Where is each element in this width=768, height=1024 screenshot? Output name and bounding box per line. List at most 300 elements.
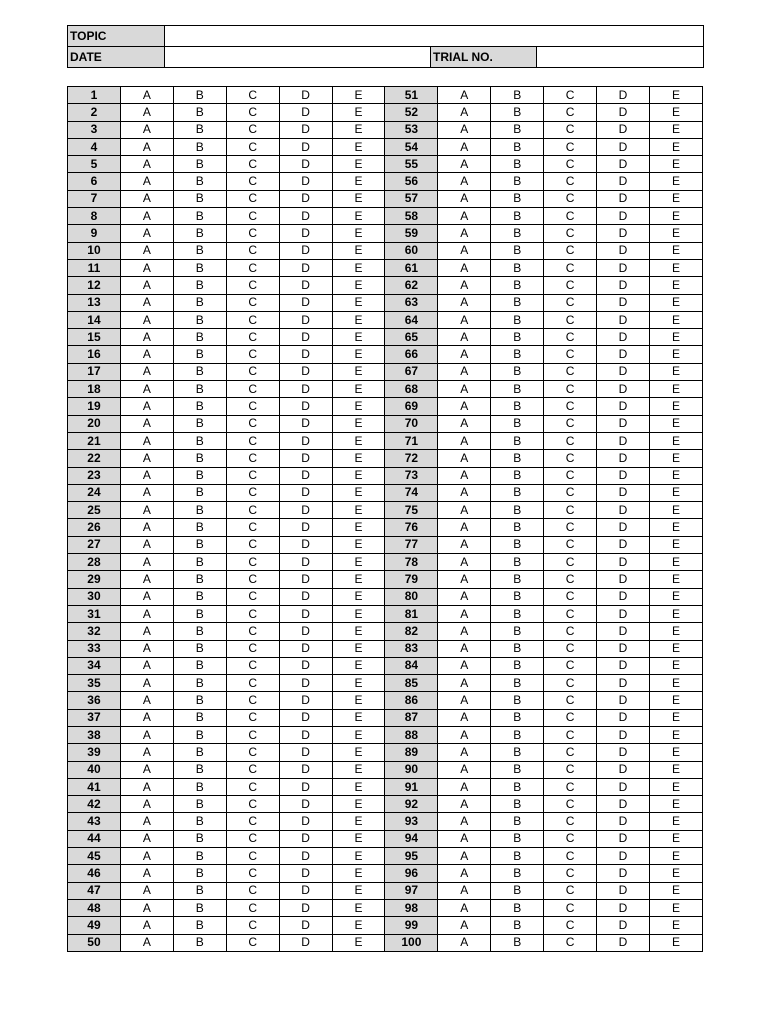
answer-option-e[interactable]: E bbox=[332, 675, 385, 692]
answer-option-e[interactable]: E bbox=[649, 242, 702, 259]
answer-option-e[interactable]: E bbox=[649, 761, 702, 778]
answer-option-c[interactable]: C bbox=[544, 104, 597, 121]
answer-option-d[interactable]: D bbox=[279, 761, 332, 778]
answer-option-c[interactable]: C bbox=[544, 329, 597, 346]
answer-option-b[interactable]: B bbox=[491, 848, 544, 865]
answer-option-b[interactable]: B bbox=[491, 190, 544, 207]
answer-option-b[interactable]: B bbox=[173, 311, 226, 328]
answer-option-e[interactable]: E bbox=[332, 415, 385, 432]
answer-option-c[interactable]: C bbox=[226, 363, 279, 380]
answer-option-d[interactable]: D bbox=[279, 726, 332, 743]
answer-option-e[interactable]: E bbox=[649, 605, 702, 622]
answer-option-c[interactable]: C bbox=[544, 657, 597, 674]
answer-option-e[interactable]: E bbox=[649, 208, 702, 225]
answer-option-a[interactable]: A bbox=[120, 675, 173, 692]
answer-option-a[interactable]: A bbox=[438, 294, 491, 311]
answer-option-c[interactable]: C bbox=[226, 675, 279, 692]
answer-option-e[interactable]: E bbox=[649, 899, 702, 916]
answer-option-b[interactable]: B bbox=[173, 363, 226, 380]
answer-option-c[interactable]: C bbox=[544, 415, 597, 432]
answer-option-d[interactable]: D bbox=[597, 484, 650, 501]
answer-option-d[interactable]: D bbox=[279, 381, 332, 398]
answer-option-b[interactable]: B bbox=[491, 605, 544, 622]
answer-option-b[interactable]: B bbox=[491, 173, 544, 190]
answer-option-e[interactable]: E bbox=[649, 346, 702, 363]
answer-option-d[interactable]: D bbox=[279, 778, 332, 795]
answer-option-a[interactable]: A bbox=[438, 571, 491, 588]
answer-option-e[interactable]: E bbox=[649, 657, 702, 674]
answer-option-c[interactable]: C bbox=[544, 571, 597, 588]
answer-option-a[interactable]: A bbox=[120, 156, 173, 173]
answer-option-c[interactable]: C bbox=[544, 640, 597, 657]
answer-option-b[interactable]: B bbox=[173, 692, 226, 709]
answer-option-d[interactable]: D bbox=[597, 225, 650, 242]
answer-option-e[interactable]: E bbox=[649, 882, 702, 899]
answer-option-d[interactable]: D bbox=[597, 726, 650, 743]
answer-option-d[interactable]: D bbox=[597, 432, 650, 449]
answer-option-a[interactable]: A bbox=[438, 917, 491, 934]
answer-option-d[interactable]: D bbox=[279, 398, 332, 415]
answer-option-a[interactable]: A bbox=[120, 605, 173, 622]
answer-option-d[interactable]: D bbox=[597, 208, 650, 225]
answer-option-c[interactable]: C bbox=[226, 726, 279, 743]
answer-option-a[interactable]: A bbox=[438, 623, 491, 640]
answer-option-d[interactable]: D bbox=[279, 657, 332, 674]
answer-option-c[interactable]: C bbox=[544, 554, 597, 571]
answer-option-c[interactable]: C bbox=[544, 709, 597, 726]
answer-option-c[interactable]: C bbox=[226, 605, 279, 622]
answer-option-a[interactable]: A bbox=[120, 87, 173, 104]
answer-option-e[interactable]: E bbox=[332, 329, 385, 346]
answer-option-c[interactable]: C bbox=[544, 813, 597, 830]
answer-option-a[interactable]: A bbox=[120, 242, 173, 259]
answer-option-e[interactable]: E bbox=[332, 381, 385, 398]
answer-option-c[interactable]: C bbox=[544, 190, 597, 207]
answer-option-c[interactable]: C bbox=[226, 554, 279, 571]
answer-option-d[interactable]: D bbox=[279, 225, 332, 242]
answer-option-d[interactable]: D bbox=[279, 242, 332, 259]
answer-option-a[interactable]: A bbox=[120, 882, 173, 899]
answer-option-d[interactable]: D bbox=[597, 381, 650, 398]
answer-option-d[interactable]: D bbox=[597, 294, 650, 311]
trial-no-field[interactable] bbox=[537, 47, 704, 68]
answer-option-c[interactable]: C bbox=[544, 623, 597, 640]
answer-option-a[interactable]: A bbox=[120, 640, 173, 657]
answer-option-a[interactable]: A bbox=[120, 225, 173, 242]
answer-option-a[interactable]: A bbox=[120, 571, 173, 588]
answer-option-b[interactable]: B bbox=[491, 571, 544, 588]
answer-option-c[interactable]: C bbox=[226, 398, 279, 415]
answer-option-e[interactable]: E bbox=[649, 778, 702, 795]
answer-option-b[interactable]: B bbox=[173, 467, 226, 484]
answer-option-c[interactable]: C bbox=[226, 899, 279, 916]
answer-option-b[interactable]: B bbox=[491, 709, 544, 726]
answer-option-a[interactable]: A bbox=[120, 692, 173, 709]
answer-option-d[interactable]: D bbox=[279, 692, 332, 709]
answer-option-b[interactable]: B bbox=[491, 675, 544, 692]
answer-option-a[interactable]: A bbox=[120, 796, 173, 813]
answer-option-b[interactable]: B bbox=[173, 778, 226, 795]
answer-option-c[interactable]: C bbox=[544, 796, 597, 813]
answer-option-d[interactable]: D bbox=[279, 796, 332, 813]
answer-option-d[interactable]: D bbox=[597, 259, 650, 276]
answer-option-e[interactable]: E bbox=[649, 415, 702, 432]
answer-option-e[interactable]: E bbox=[332, 588, 385, 605]
answer-option-a[interactable]: A bbox=[438, 536, 491, 553]
answer-option-b[interactable]: B bbox=[173, 242, 226, 259]
answer-option-d[interactable]: D bbox=[597, 242, 650, 259]
answer-option-b[interactable]: B bbox=[173, 830, 226, 847]
answer-option-d[interactable]: D bbox=[279, 899, 332, 916]
answer-option-a[interactable]: A bbox=[120, 346, 173, 363]
answer-option-d[interactable]: D bbox=[597, 848, 650, 865]
answer-option-b[interactable]: B bbox=[491, 934, 544, 951]
answer-option-d[interactable]: D bbox=[597, 796, 650, 813]
answer-option-e[interactable]: E bbox=[649, 726, 702, 743]
answer-option-a[interactable]: A bbox=[438, 640, 491, 657]
answer-option-c[interactable]: C bbox=[226, 623, 279, 640]
answer-option-c[interactable]: C bbox=[544, 865, 597, 882]
answer-option-b[interactable]: B bbox=[491, 657, 544, 674]
answer-option-e[interactable]: E bbox=[649, 796, 702, 813]
answer-option-a[interactable]: A bbox=[438, 346, 491, 363]
answer-option-d[interactable]: D bbox=[279, 208, 332, 225]
answer-option-e[interactable]: E bbox=[649, 173, 702, 190]
answer-option-a[interactable]: A bbox=[120, 761, 173, 778]
answer-option-d[interactable]: D bbox=[597, 830, 650, 847]
answer-option-e[interactable]: E bbox=[332, 502, 385, 519]
answer-option-d[interactable]: D bbox=[279, 709, 332, 726]
answer-option-d[interactable]: D bbox=[279, 502, 332, 519]
answer-option-a[interactable]: A bbox=[120, 450, 173, 467]
answer-option-b[interactable]: B bbox=[491, 502, 544, 519]
answer-option-a[interactable]: A bbox=[120, 934, 173, 951]
answer-option-b[interactable]: B bbox=[173, 865, 226, 882]
answer-option-e[interactable]: E bbox=[332, 363, 385, 380]
answer-option-a[interactable]: A bbox=[438, 848, 491, 865]
answer-option-c[interactable]: C bbox=[226, 588, 279, 605]
answer-option-e[interactable]: E bbox=[649, 571, 702, 588]
answer-option-c[interactable]: C bbox=[226, 415, 279, 432]
answer-option-c[interactable]: C bbox=[544, 363, 597, 380]
answer-option-b[interactable]: B bbox=[173, 502, 226, 519]
answer-option-b[interactable]: B bbox=[173, 104, 226, 121]
answer-option-c[interactable]: C bbox=[226, 934, 279, 951]
answer-option-b[interactable]: B bbox=[173, 675, 226, 692]
answer-option-a[interactable]: A bbox=[438, 225, 491, 242]
answer-option-d[interactable]: D bbox=[279, 294, 332, 311]
answer-option-b[interactable]: B bbox=[491, 519, 544, 536]
answer-option-d[interactable]: D bbox=[279, 934, 332, 951]
answer-option-b[interactable]: B bbox=[491, 778, 544, 795]
answer-option-a[interactable]: A bbox=[120, 519, 173, 536]
answer-option-b[interactable]: B bbox=[173, 277, 226, 294]
answer-option-d[interactable]: D bbox=[597, 138, 650, 155]
answer-option-e[interactable]: E bbox=[649, 813, 702, 830]
answer-option-b[interactable]: B bbox=[173, 398, 226, 415]
answer-option-a[interactable]: A bbox=[438, 796, 491, 813]
answer-option-b[interactable]: B bbox=[491, 87, 544, 104]
answer-option-b[interactable]: B bbox=[173, 709, 226, 726]
answer-option-b[interactable]: B bbox=[173, 640, 226, 657]
answer-option-b[interactable]: B bbox=[491, 640, 544, 657]
answer-option-a[interactable]: A bbox=[438, 415, 491, 432]
answer-option-a[interactable]: A bbox=[438, 381, 491, 398]
answer-option-e[interactable]: E bbox=[332, 934, 385, 951]
answer-option-b[interactable]: B bbox=[491, 467, 544, 484]
answer-option-c[interactable]: C bbox=[544, 692, 597, 709]
answer-option-b[interactable]: B bbox=[173, 657, 226, 674]
answer-option-c[interactable]: C bbox=[544, 899, 597, 916]
answer-option-e[interactable]: E bbox=[332, 173, 385, 190]
answer-option-e[interactable]: E bbox=[649, 830, 702, 847]
answer-option-d[interactable]: D bbox=[597, 156, 650, 173]
answer-option-e[interactable]: E bbox=[332, 208, 385, 225]
answer-option-d[interactable]: D bbox=[279, 450, 332, 467]
answer-option-c[interactable]: C bbox=[226, 173, 279, 190]
answer-option-e[interactable]: E bbox=[649, 934, 702, 951]
answer-option-e[interactable]: E bbox=[649, 329, 702, 346]
answer-option-d[interactable]: D bbox=[597, 778, 650, 795]
answer-option-a[interactable]: A bbox=[120, 744, 173, 761]
answer-option-b[interactable]: B bbox=[491, 225, 544, 242]
answer-option-e[interactable]: E bbox=[332, 536, 385, 553]
answer-option-e[interactable]: E bbox=[649, 259, 702, 276]
answer-option-b[interactable]: B bbox=[173, 554, 226, 571]
answer-option-e[interactable]: E bbox=[649, 744, 702, 761]
answer-option-d[interactable]: D bbox=[279, 588, 332, 605]
answer-option-b[interactable]: B bbox=[173, 588, 226, 605]
answer-option-a[interactable]: A bbox=[438, 484, 491, 501]
answer-option-d[interactable]: D bbox=[597, 311, 650, 328]
answer-option-d[interactable]: D bbox=[597, 709, 650, 726]
answer-option-d[interactable]: D bbox=[597, 899, 650, 916]
answer-option-d[interactable]: D bbox=[279, 87, 332, 104]
answer-option-c[interactable]: C bbox=[226, 225, 279, 242]
answer-option-c[interactable]: C bbox=[544, 398, 597, 415]
answer-option-b[interactable]: B bbox=[491, 865, 544, 882]
answer-option-d[interactable]: D bbox=[597, 87, 650, 104]
answer-option-b[interactable]: B bbox=[173, 381, 226, 398]
answer-option-e[interactable]: E bbox=[332, 917, 385, 934]
answer-option-d[interactable]: D bbox=[279, 190, 332, 207]
answer-option-a[interactable]: A bbox=[120, 138, 173, 155]
answer-option-a[interactable]: A bbox=[120, 502, 173, 519]
answer-option-a[interactable]: A bbox=[120, 415, 173, 432]
answer-option-c[interactable]: C bbox=[226, 761, 279, 778]
answer-option-c[interactable]: C bbox=[544, 726, 597, 743]
answer-option-e[interactable]: E bbox=[332, 346, 385, 363]
answer-option-a[interactable]: A bbox=[438, 813, 491, 830]
answer-option-a[interactable]: A bbox=[120, 104, 173, 121]
answer-option-c[interactable]: C bbox=[226, 484, 279, 501]
answer-option-c[interactable]: C bbox=[226, 640, 279, 657]
answer-option-b[interactable]: B bbox=[491, 744, 544, 761]
answer-option-c[interactable]: C bbox=[544, 346, 597, 363]
answer-option-c[interactable]: C bbox=[226, 571, 279, 588]
answer-option-a[interactable]: A bbox=[438, 259, 491, 276]
answer-option-d[interactable]: D bbox=[279, 121, 332, 138]
answer-option-d[interactable]: D bbox=[597, 865, 650, 882]
answer-option-b[interactable]: B bbox=[173, 605, 226, 622]
answer-option-a[interactable]: A bbox=[438, 692, 491, 709]
answer-option-e[interactable]: E bbox=[649, 104, 702, 121]
answer-option-d[interactable]: D bbox=[597, 467, 650, 484]
answer-option-c[interactable]: C bbox=[544, 294, 597, 311]
answer-option-b[interactable]: B bbox=[491, 882, 544, 899]
answer-option-e[interactable]: E bbox=[332, 882, 385, 899]
answer-option-c[interactable]: C bbox=[544, 744, 597, 761]
answer-option-b[interactable]: B bbox=[173, 917, 226, 934]
answer-option-d[interactable]: D bbox=[279, 277, 332, 294]
answer-option-a[interactable]: A bbox=[438, 726, 491, 743]
answer-option-c[interactable]: C bbox=[226, 381, 279, 398]
answer-option-e[interactable]: E bbox=[649, 190, 702, 207]
answer-option-a[interactable]: A bbox=[438, 744, 491, 761]
answer-option-e[interactable]: E bbox=[332, 259, 385, 276]
answer-option-a[interactable]: A bbox=[438, 588, 491, 605]
answer-option-a[interactable]: A bbox=[120, 467, 173, 484]
answer-option-e[interactable]: E bbox=[332, 242, 385, 259]
answer-option-b[interactable]: B bbox=[491, 415, 544, 432]
answer-option-a[interactable]: A bbox=[438, 104, 491, 121]
answer-option-a[interactable]: A bbox=[438, 398, 491, 415]
answer-option-b[interactable]: B bbox=[491, 726, 544, 743]
answer-option-e[interactable]: E bbox=[649, 519, 702, 536]
answer-option-c[interactable]: C bbox=[226, 450, 279, 467]
answer-option-d[interactable]: D bbox=[279, 138, 332, 155]
answer-option-b[interactable]: B bbox=[173, 346, 226, 363]
answer-option-e[interactable]: E bbox=[332, 692, 385, 709]
answer-option-d[interactable]: D bbox=[597, 329, 650, 346]
answer-option-d[interactable]: D bbox=[597, 502, 650, 519]
answer-option-e[interactable]: E bbox=[649, 121, 702, 138]
answer-option-a[interactable]: A bbox=[120, 363, 173, 380]
answer-option-a[interactable]: A bbox=[438, 519, 491, 536]
answer-option-a[interactable]: A bbox=[120, 121, 173, 138]
answer-option-d[interactable]: D bbox=[597, 813, 650, 830]
answer-option-c[interactable]: C bbox=[226, 190, 279, 207]
answer-option-e[interactable]: E bbox=[332, 796, 385, 813]
answer-option-c[interactable]: C bbox=[226, 121, 279, 138]
answer-option-d[interactable]: D bbox=[279, 363, 332, 380]
answer-option-d[interactable]: D bbox=[597, 536, 650, 553]
answer-option-b[interactable]: B bbox=[173, 121, 226, 138]
answer-option-c[interactable]: C bbox=[226, 865, 279, 882]
answer-option-a[interactable]: A bbox=[120, 865, 173, 882]
answer-option-d[interactable]: D bbox=[279, 813, 332, 830]
answer-option-e[interactable]: E bbox=[649, 917, 702, 934]
answer-option-e[interactable]: E bbox=[332, 156, 385, 173]
answer-option-c[interactable]: C bbox=[226, 138, 279, 155]
answer-option-c[interactable]: C bbox=[544, 675, 597, 692]
answer-option-c[interactable]: C bbox=[544, 502, 597, 519]
answer-option-b[interactable]: B bbox=[173, 432, 226, 449]
answer-option-b[interactable]: B bbox=[491, 156, 544, 173]
answer-option-c[interactable]: C bbox=[226, 104, 279, 121]
answer-option-b[interactable]: B bbox=[491, 329, 544, 346]
answer-option-e[interactable]: E bbox=[649, 450, 702, 467]
answer-option-a[interactable]: A bbox=[438, 156, 491, 173]
answer-option-a[interactable]: A bbox=[438, 899, 491, 916]
answer-option-c[interactable]: C bbox=[544, 467, 597, 484]
answer-option-d[interactable]: D bbox=[597, 934, 650, 951]
answer-option-b[interactable]: B bbox=[491, 242, 544, 259]
answer-option-c[interactable]: C bbox=[226, 467, 279, 484]
answer-option-a[interactable]: A bbox=[120, 623, 173, 640]
answer-option-b[interactable]: B bbox=[491, 363, 544, 380]
answer-option-c[interactable]: C bbox=[544, 934, 597, 951]
answer-option-d[interactable]: D bbox=[279, 536, 332, 553]
answer-option-a[interactable]: A bbox=[438, 363, 491, 380]
answer-option-e[interactable]: E bbox=[649, 484, 702, 501]
answer-option-e[interactable]: E bbox=[332, 225, 385, 242]
answer-option-a[interactable]: A bbox=[438, 467, 491, 484]
answer-option-d[interactable]: D bbox=[597, 363, 650, 380]
answer-option-a[interactable]: A bbox=[438, 450, 491, 467]
answer-option-c[interactable]: C bbox=[544, 311, 597, 328]
answer-option-d[interactable]: D bbox=[597, 190, 650, 207]
answer-option-d[interactable]: D bbox=[597, 623, 650, 640]
answer-option-b[interactable]: B bbox=[173, 225, 226, 242]
answer-option-d[interactable]: D bbox=[279, 519, 332, 536]
answer-option-c[interactable]: C bbox=[544, 121, 597, 138]
answer-option-b[interactable]: B bbox=[173, 259, 226, 276]
answer-option-a[interactable]: A bbox=[438, 554, 491, 571]
answer-option-c[interactable]: C bbox=[544, 830, 597, 847]
answer-option-b[interactable]: B bbox=[491, 398, 544, 415]
answer-option-d[interactable]: D bbox=[597, 761, 650, 778]
answer-option-b[interactable]: B bbox=[173, 761, 226, 778]
answer-option-a[interactable]: A bbox=[120, 813, 173, 830]
answer-option-e[interactable]: E bbox=[649, 311, 702, 328]
answer-option-b[interactable]: B bbox=[491, 813, 544, 830]
answer-option-c[interactable]: C bbox=[226, 657, 279, 674]
answer-option-e[interactable]: E bbox=[332, 190, 385, 207]
answer-option-a[interactable]: A bbox=[120, 848, 173, 865]
answer-option-e[interactable]: E bbox=[649, 692, 702, 709]
answer-option-d[interactable]: D bbox=[597, 554, 650, 571]
answer-option-b[interactable]: B bbox=[491, 346, 544, 363]
answer-option-c[interactable]: C bbox=[544, 259, 597, 276]
answer-option-e[interactable]: E bbox=[332, 121, 385, 138]
answer-option-d[interactable]: D bbox=[279, 623, 332, 640]
answer-option-d[interactable]: D bbox=[279, 571, 332, 588]
answer-option-d[interactable]: D bbox=[279, 415, 332, 432]
answer-option-a[interactable]: A bbox=[120, 294, 173, 311]
answer-option-c[interactable]: C bbox=[226, 346, 279, 363]
answer-option-d[interactable]: D bbox=[279, 484, 332, 501]
answer-option-e[interactable]: E bbox=[649, 138, 702, 155]
answer-option-c[interactable]: C bbox=[544, 484, 597, 501]
answer-option-b[interactable]: B bbox=[173, 726, 226, 743]
answer-option-a[interactable]: A bbox=[438, 277, 491, 294]
answer-option-e[interactable]: E bbox=[649, 536, 702, 553]
answer-option-e[interactable]: E bbox=[332, 467, 385, 484]
answer-option-b[interactable]: B bbox=[173, 796, 226, 813]
answer-option-a[interactable]: A bbox=[438, 502, 491, 519]
answer-option-b[interactable]: B bbox=[173, 934, 226, 951]
answer-option-c[interactable]: C bbox=[226, 277, 279, 294]
answer-option-d[interactable]: D bbox=[597, 346, 650, 363]
topic-field[interactable] bbox=[165, 26, 704, 47]
answer-option-a[interactable]: A bbox=[120, 726, 173, 743]
answer-option-e[interactable]: E bbox=[332, 744, 385, 761]
answer-option-d[interactable]: D bbox=[597, 640, 650, 657]
answer-option-e[interactable]: E bbox=[649, 467, 702, 484]
answer-option-a[interactable]: A bbox=[120, 173, 173, 190]
answer-option-b[interactable]: B bbox=[173, 329, 226, 346]
